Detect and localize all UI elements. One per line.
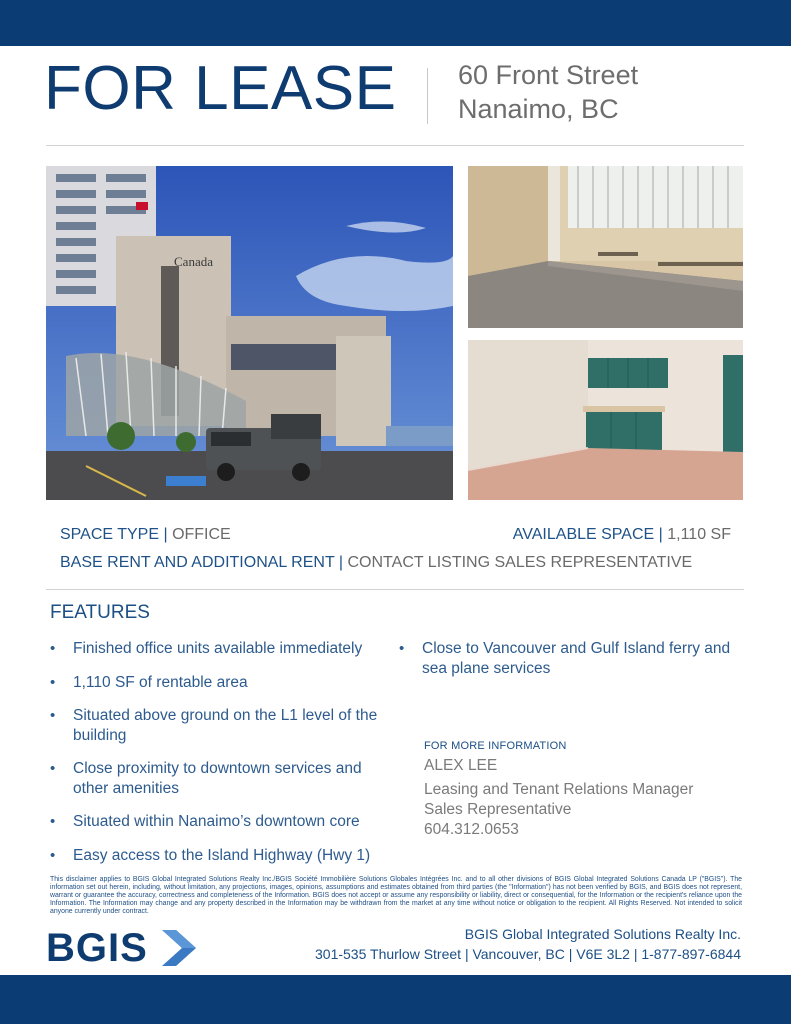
feature-item: • Situated within Nanaimo’s downtown core — [50, 812, 390, 832]
specs-divider — [46, 589, 744, 590]
header-divider — [46, 145, 744, 146]
feature-item: • Situated above ground on the L1 level of the building — [50, 706, 390, 745]
page-title: FOR LEASE — [44, 54, 397, 123]
space-type-label: SPACE TYPE — [60, 526, 159, 543]
features-list-left — [50, 639, 390, 865]
company-name: BGIS Global Integrated Solutions Realty Inc. — [464, 926, 741, 942]
available-space-separator: | — [658, 526, 663, 543]
feature-item: • 1,110 SF of rentable area — [50, 673, 390, 693]
top-band — [0, 0, 791, 46]
features-heading: FEATURES — [50, 602, 150, 623]
feature-item: • Close proximity to downtown services and other amenities — [50, 759, 390, 798]
rent-value: CONTACT LISTING SALES REPRESENTATIVE — [347, 554, 693, 571]
building-sign-text: Canada — [174, 254, 213, 269]
kitchenette-photo — [468, 340, 743, 500]
rent-row — [60, 554, 692, 572]
feature-item: • Finished office units available immediately — [50, 639, 390, 659]
feature-item: • Easy access to the Island Highway (Hwy 1) — [50, 846, 390, 866]
logo-wordmark: BGIS — [46, 926, 148, 970]
contact-name: ALEX LEE — [424, 757, 498, 774]
title-divider — [427, 68, 428, 124]
company-info — [315, 924, 741, 964]
space-type-value: OFFICE — [172, 526, 231, 543]
address-line-1: 60 Front Street — [458, 60, 639, 90]
bgis-logo — [46, 926, 196, 970]
legal-disclaimer: This disclaimer applies to BGIS Global Integrated Solutions Realty Inc./BGIS Société Immobilière Solutions Globales Intégrées Inc. and to all other divisions of BGIS Global Integrated Solutions Canada LP ("BGIS"). The information set out herein, including, without limitation, any projections, images, opinions, assumptions and estimates obtained from third parties (the "Information") has not been verified by BGIS, and BGIS does not represent, warrant or guarantee the accuracy, correctness and completeness of the Information. BGIS does not accept or assume any responsibility or liability, direct or consequential, for the Information or the recipient's reliance upon the Information. The Information may change and any property described in the Information may be withdrawn from the market at any time without notice or obligation to the recipient. All Rights Reserved. Not intended to solicit anyone currently under contract. — [50, 876, 742, 915]
property-address — [458, 58, 638, 126]
space-type-row — [60, 526, 231, 544]
space-type-separator: | — [163, 526, 168, 543]
available-space-label: AVAILABLE SPACE — [512, 526, 655, 543]
rent-label: BASE RENT AND ADDITIONAL RENT — [60, 554, 335, 571]
rent-separator: | — [338, 554, 344, 571]
contact-title: Leasing and Tenant Relations Manager — [424, 781, 694, 798]
available-space-row — [513, 526, 731, 544]
contact-label: FOR MORE INFORMATION — [424, 740, 567, 752]
contact-role: Sales Representative — [424, 801, 572, 818]
building-exterior-photo — [46, 166, 453, 500]
contact-block — [424, 740, 693, 840]
feature-item: • Close to Vancouver and Gulf Island ferry and sea plane services — [399, 639, 744, 678]
logo-chevron-icon — [162, 930, 196, 966]
available-space-value: 1,110 SF — [667, 526, 731, 543]
features-list-right — [399, 639, 744, 678]
address-line-2: Nanaimo, BC — [458, 94, 619, 124]
bottom-band — [0, 975, 791, 1024]
interior-office-photo — [468, 166, 743, 328]
company-address: 301-535 Thurlow Street | Vancouver, BC | V6E 3L2 | 1-877-897-6844 — [315, 946, 741, 962]
contact-phone[interactable]: 604.312.0653 — [424, 821, 519, 838]
